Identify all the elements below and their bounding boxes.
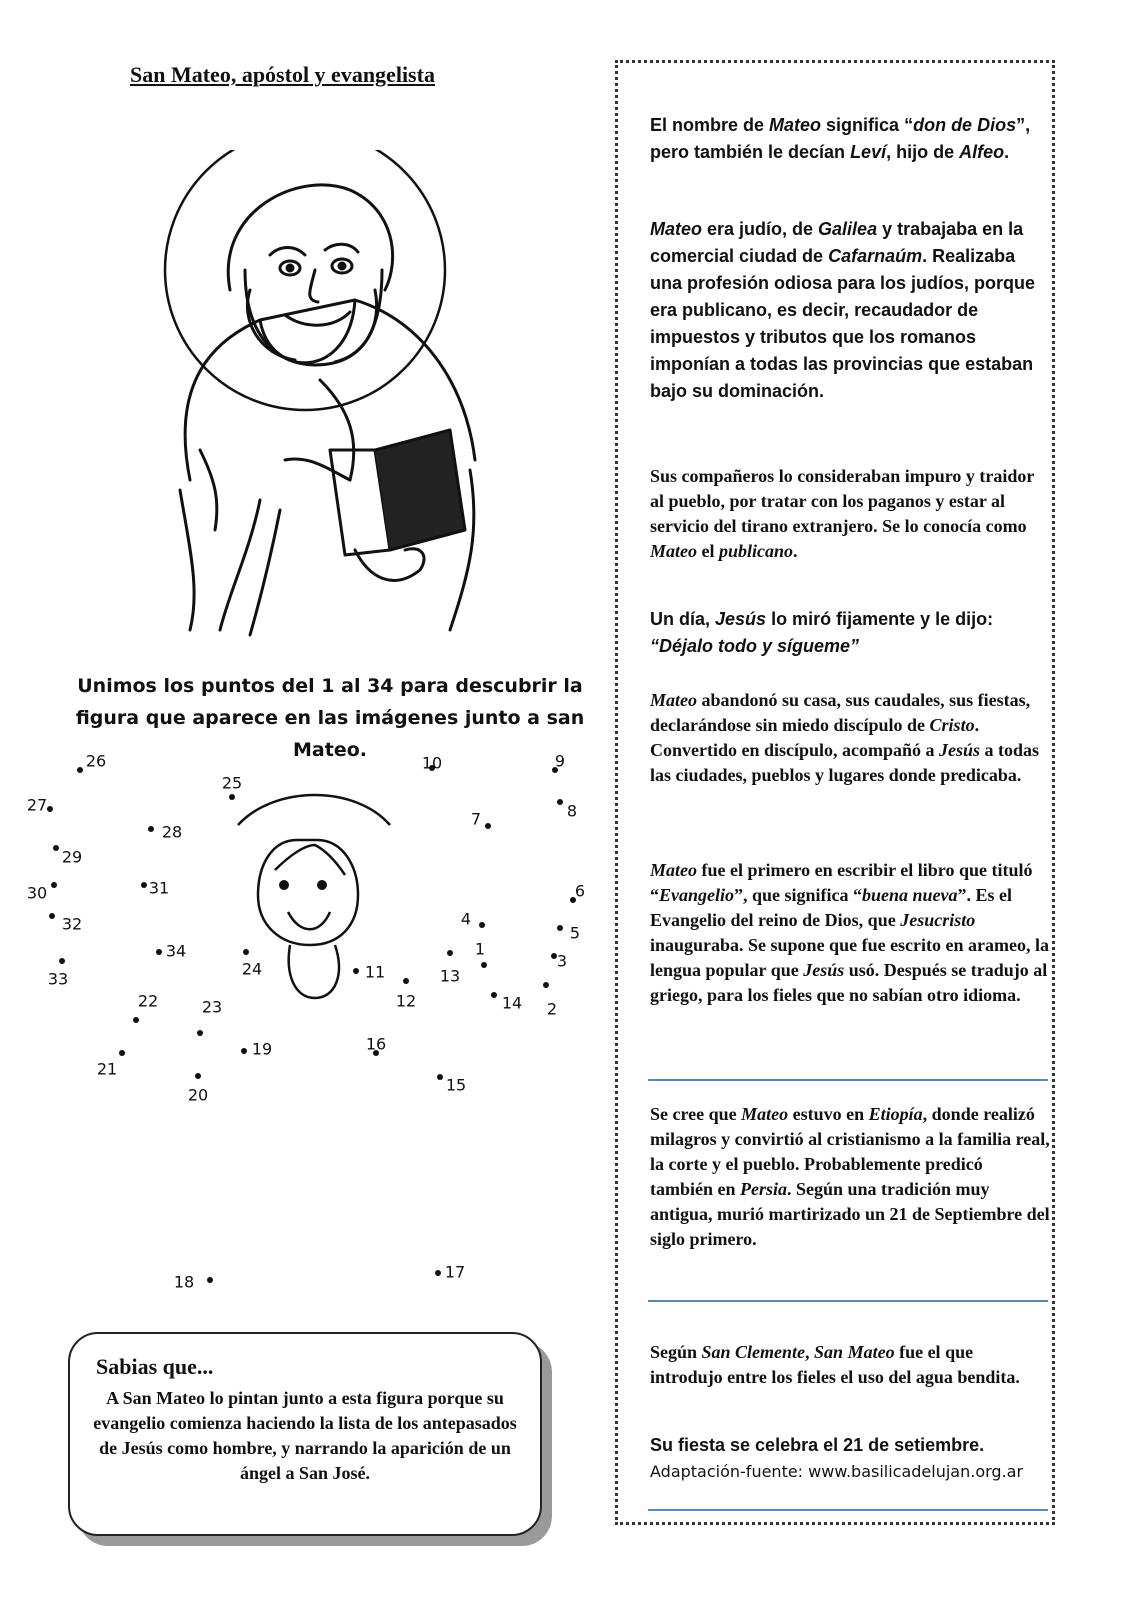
dot-label-2: 2	[546, 999, 558, 1019]
dot-label-26: 26	[85, 751, 107, 771]
dot-19	[241, 1048, 247, 1054]
divider	[648, 1079, 1048, 1081]
page-title: San Mateo, apóstol y evangelista	[130, 62, 435, 87]
dot-label-20: 20	[187, 1085, 209, 1105]
dot-24	[243, 949, 249, 955]
panel-paragraph-4: Un día, Jesús lo miró fijamente y le dijo: “Déjalo todo y sígueme”	[650, 609, 994, 656]
dot-14	[491, 992, 497, 998]
dot-31	[141, 882, 147, 888]
dot-12	[403, 978, 409, 984]
dot-instructions: Unimos los puntos del 1 al 34 para descubrir la figura que aparece en las imágenes junto a san Mateo.	[75, 675, 585, 761]
source-credit: Adaptación-fuente: www.basilicadelujan.org.ar	[650, 1462, 1024, 1481]
dot-label-32: 32	[61, 914, 83, 934]
dot-label-3: 3	[556, 951, 568, 971]
dot-label-8: 8	[566, 801, 578, 821]
dot-28	[148, 826, 154, 832]
dot-1	[481, 962, 487, 968]
dot-label-17: 17	[444, 1262, 466, 1282]
dot-label-11: 11	[364, 962, 386, 982]
dot-label-28: 28	[161, 822, 183, 842]
dot-32	[49, 913, 55, 919]
dot-20	[195, 1073, 201, 1079]
feast-day: Su fiesta se celebra el 21 de setiembre.	[650, 1435, 985, 1455]
dot-label-6: 6	[574, 881, 586, 901]
dot-label-13: 13	[439, 966, 461, 986]
divider	[648, 1509, 1048, 1511]
panel-paragraph-6: Mateo fue el primero en escribir el libro que tituló “Evangelio”, que significa “buena nueva”. Es el Evangelio del reino de Dios, que Jesucristo inauguraba. Se supone que fue escrito en arameo, la lengua popular que Jesús usó. Después se tradujo al griego, para los fieles que no sabían otro idioma.	[650, 860, 1050, 1005]
dot-label-31: 31	[148, 878, 170, 898]
dot-label-29: 29	[61, 847, 83, 867]
panel-paragraph-7: Se cree que Mateo estuvo en Etiopía, donde realizó milagros y convirtió al cristianismo a la familia real, la corte y el pueblo. Probablemente predicó también en Persia. Según una tradición muy antigua, murió martirizado un 21 de Septiembre del siglo primero.	[650, 1104, 1050, 1249]
dot-7	[485, 823, 491, 829]
face-eye-right	[317, 880, 327, 890]
dot-2	[543, 982, 549, 988]
dot-33	[59, 958, 65, 964]
dot-label-25: 25	[221, 773, 243, 793]
dot-label-9: 9	[554, 751, 566, 771]
saint-matthew-illustration	[120, 150, 500, 650]
dot-4	[479, 922, 485, 928]
dot-27	[47, 806, 53, 812]
panel-paragraph-1: El nombre de Mateo significa “don de Dios”, pero también le decían Leví, hijo de Alfeo.	[650, 115, 1031, 162]
dot-label-33: 33	[47, 969, 69, 989]
dot-label-30: 30	[26, 883, 48, 903]
face-eye-left	[279, 880, 289, 890]
dot-label-16: 16	[365, 1034, 387, 1054]
dot-label-23: 23	[201, 997, 223, 1017]
smile	[288, 912, 330, 929]
sabias-box	[68, 1332, 542, 1536]
dot-label-27: 27	[26, 795, 48, 815]
dot-label-5: 5	[569, 923, 581, 943]
dot-label-4: 4	[460, 909, 472, 929]
sabias-text: A San Mateo lo pintan junto a esta figura porque su evangelio comienza haciendo la lista de los antepasados de Jesús como hombre, y narrando la aparición de un ángel a San José.	[93, 1388, 517, 1483]
halo-arc	[238, 795, 390, 825]
dot-17	[435, 1270, 441, 1276]
dot-15	[437, 1074, 443, 1080]
panel-paragraph-8: Según San Clemente, San Mateo fue el que introdujo entre los fieles el uso del agua bendita.	[650, 1342, 1020, 1387]
dot-label-34: 34	[165, 941, 187, 961]
dot-label-14: 14	[501, 993, 523, 1013]
dot-label-21: 21	[96, 1059, 118, 1079]
dot-11	[353, 968, 359, 974]
dot-30	[51, 882, 57, 888]
dot-25	[229, 794, 235, 800]
dot-22	[133, 1017, 139, 1023]
panel-paragraph-3: Sus compañeros lo consideraban impuro y traidor al pueblo, por tratar con los paganos y estar al servicio del tirano extranjero. Se lo conocía como Mateo el publicano.	[650, 466, 1035, 561]
dot-label-7: 7	[470, 809, 482, 829]
dot-label-10: 10	[421, 753, 443, 773]
sabias-title: Sabias que...	[96, 1354, 214, 1379]
dot-34	[156, 949, 162, 955]
neck	[289, 945, 339, 998]
dot-label-24: 24	[241, 959, 263, 979]
panel-paragraph-2: Mateo era judío, de Galilea y trabajaba en la comercial ciudad de Cafarnaúm. Realizaba una profesión odiosa para los judíos, porque era publicano, es decir, recaudador de impuestos y tributos que los romanos imponían a todas las provincias que estaban bajo su dominación.	[650, 219, 1036, 401]
dot-label-15: 15	[445, 1075, 467, 1095]
dot-18	[207, 1277, 213, 1283]
dot-label-18: 18	[173, 1272, 195, 1292]
hair-line	[275, 845, 345, 875]
dot-26	[77, 767, 83, 773]
dot-label-19: 19	[251, 1039, 273, 1059]
dot-label-22: 22	[137, 991, 159, 1011]
connect-the-dots	[0, 740, 600, 1300]
panel-paragraph-5: Mateo abandonó su casa, sus caudales, sus fiestas, declarándose sin miedo discípulo de Cristo. Convertido en discípulo, acompañó a Jesús a todas las ciudades, pueblos y lugares donde predicaba.	[650, 690, 1040, 785]
dot-29	[53, 845, 59, 851]
dot-label-12: 12	[395, 991, 417, 1011]
divider	[648, 1300, 1048, 1302]
dot-5	[557, 925, 563, 931]
dot-23	[197, 1030, 203, 1036]
dot-8	[557, 799, 563, 805]
dot-21	[119, 1050, 125, 1056]
dot-13	[447, 950, 453, 956]
dot-label-1: 1	[474, 939, 486, 959]
